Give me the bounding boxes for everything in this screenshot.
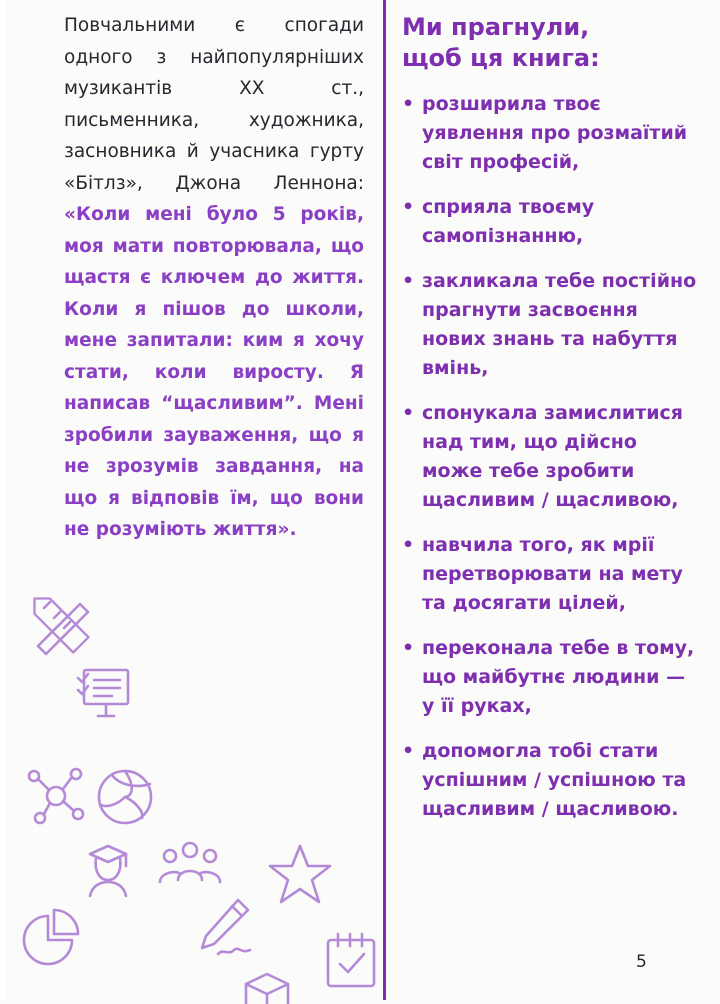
goal-text: допомогла тобі стати успішним / успішною та щасливим / щасливою.: [422, 740, 687, 820]
bullet-icon: •: [402, 196, 415, 218]
intro-text: Повчальними є спогади одного з найпопулярніших музикантів XX ст., письменника, художника, засновника й учасника гурту «Бітлз», Джона Леннона:: [64, 15, 364, 194]
goal-text: навчила того, як мрії перетворювати на мету та досягати цілей,: [422, 534, 683, 614]
volleyball-icon: [94, 766, 156, 828]
page-number: 5: [636, 952, 647, 972]
goals-heading: [402, 12, 702, 74]
goal-item: [402, 90, 702, 177]
signature-pen-icon: [194, 896, 258, 958]
goal-item: [402, 267, 702, 383]
bullet-icon: •: [402, 270, 415, 292]
bullet-icon: •: [402, 637, 415, 659]
goal-text: спонукала замислитися над тим, що дійсно може тебе зробити щасливим / щасливою,: [422, 402, 684, 511]
graduation-icon: [80, 842, 136, 898]
right-column: [402, 12, 702, 840]
goal-item: [402, 531, 702, 618]
decorative-icons: [0, 580, 383, 1000]
team-icon: [158, 838, 222, 886]
goals-heading-line-1: Ми прагнули,: [402, 13, 590, 41]
column-divider: [383, 0, 386, 1000]
bullet-icon: •: [402, 402, 415, 424]
goal-text: розширила твоє уявлення про розмаїтий світ професій,: [422, 93, 688, 173]
pencil-ruler-icon: [30, 594, 100, 664]
calendar-check-icon: [322, 930, 380, 990]
goal-text: переконала тебе в тому, що майбутнє людини — у її руках,: [422, 637, 695, 717]
star-icon: [266, 842, 334, 908]
bullet-icon: •: [402, 93, 415, 115]
left-column: [64, 10, 364, 546]
goals-list: [402, 90, 702, 824]
goal-item: [402, 737, 702, 824]
network-icon: [26, 766, 86, 826]
goal-item: [402, 634, 702, 721]
goals-heading-line-2: щоб ця книга:: [402, 44, 600, 72]
goal-item: [402, 399, 702, 515]
pie-chart-icon: [20, 906, 82, 968]
presentation-board-icon: [76, 664, 136, 724]
goal-item: [402, 193, 702, 251]
bullet-icon: •: [402, 740, 415, 762]
goal-text: сприяла твоєму самопізнанню,: [422, 196, 595, 247]
lennon-quote: «Коли мені було 5 років, моя мати повторювала, що щастя є ключем до життя. Коли я пішов до школи, мене запитали: ким я хочу стати, коли виросту. Я написав “щасливим”. Мені зробили зауваження, що я не зрозумів завдання, на що я відповів їм, що вони не розуміють життя».: [64, 204, 364, 540]
cube-icon: [240, 970, 294, 1004]
goal-text: закликала тебе постійно прагнути засвоєння нових знань та набуття вмінь,: [422, 270, 697, 379]
bullet-icon: •: [402, 534, 415, 556]
